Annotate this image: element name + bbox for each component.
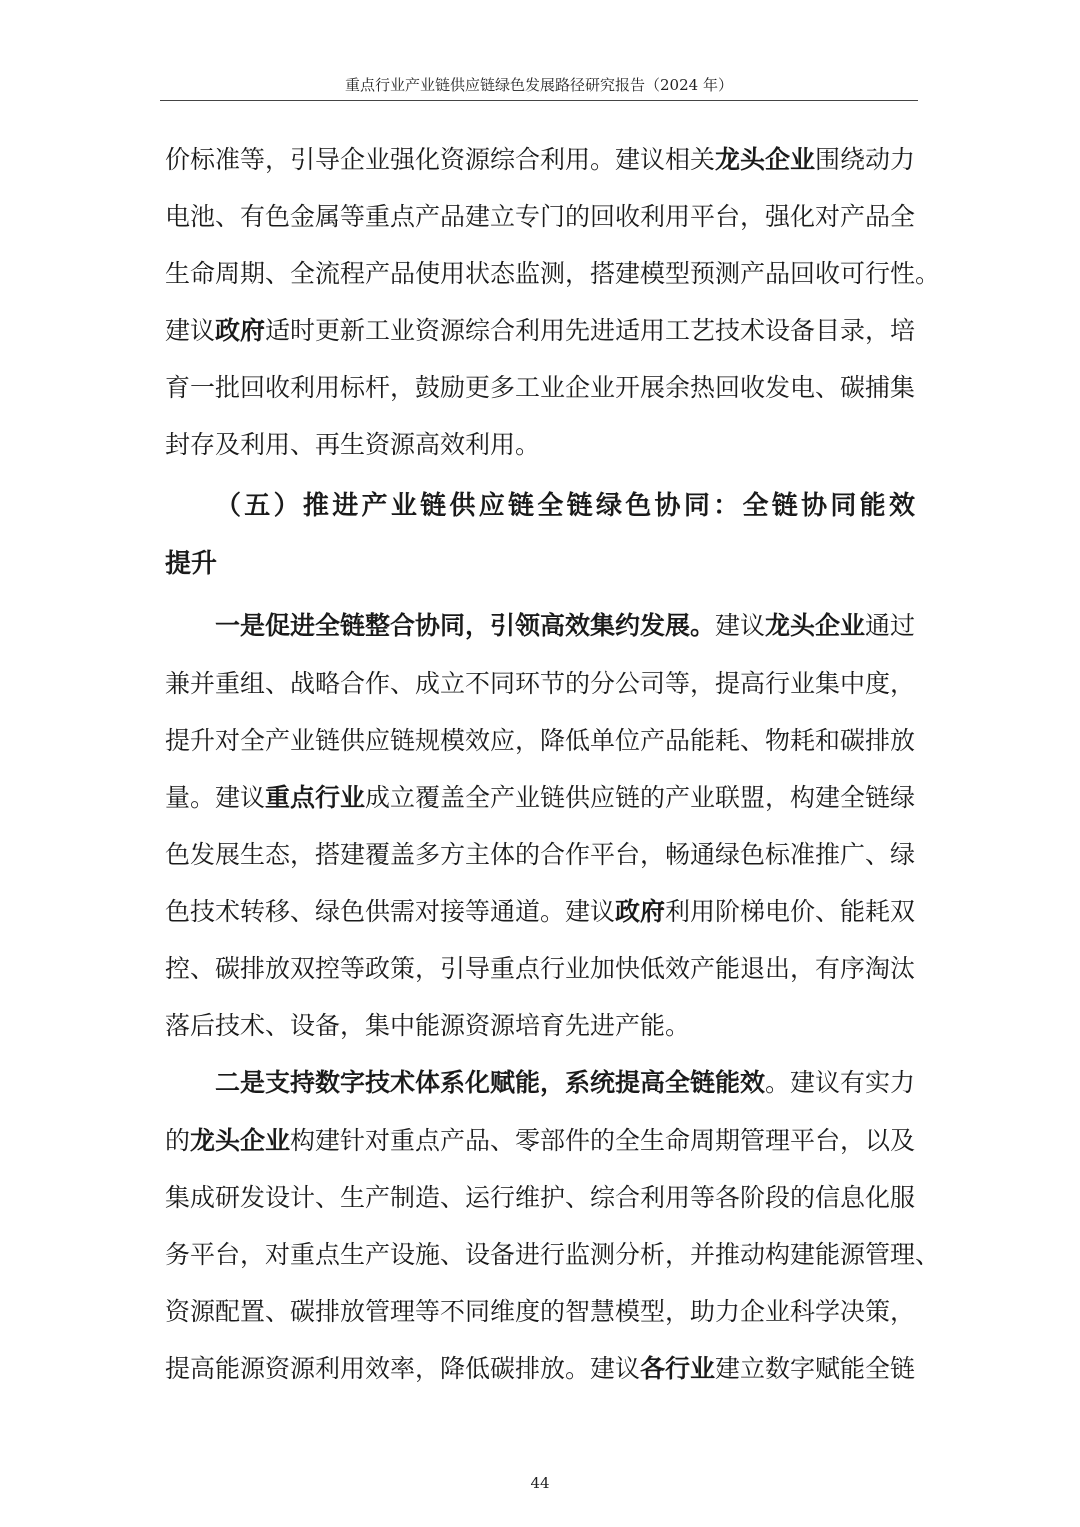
paragraph-line (165, 144, 915, 176)
text-run: 提升对全产业链供应链规模效应，降低单位产品能耗、物耗和碳排放 (165, 726, 916, 755)
text-run: 价标准等，引导企业强化资源综合利用。建议相关 (165, 145, 716, 174)
paragraph-line (165, 725, 915, 757)
paragraph-line (165, 1010, 915, 1042)
bold-text: 二是支持数字技术体系化赋能，系统提高全链能效 (215, 1068, 766, 1097)
text-run: 提高能源资源利用效率，降低碳排放。建议 (165, 1354, 641, 1383)
text-run: 资源配置、碳排放管理等不同维度的智慧模型，助力企业科学决策， (165, 1297, 916, 1326)
paragraph-line (165, 1125, 915, 1157)
bold-text: （五）推进产业链供应链全链绿色协同：全链协同能效 (215, 491, 915, 521)
text-run: 适时更新工业资源综合利用先进适用工艺技术设备目录，培 (265, 316, 916, 345)
bold-text: 龙头企业 (715, 145, 816, 174)
paragraph-line (165, 668, 915, 700)
paragraph-line (165, 1182, 915, 1214)
bold-text: 龙头企业 (190, 1126, 291, 1155)
text-run: 成立覆盖全产业链供应链的产业联盟，构建全链绿 (365, 783, 916, 812)
paragraph-line (215, 1067, 915, 1099)
paragraph-line (165, 258, 941, 290)
paragraph-line (165, 1296, 915, 1328)
text-run: 的 (165, 1126, 191, 1155)
paragraph-line (165, 1353, 915, 1385)
paragraph-line (165, 953, 915, 985)
bold-text: 政府 (215, 316, 266, 345)
bold-text: 重点行业 (265, 783, 366, 812)
paragraph-line (165, 896, 915, 928)
text-run: 育一批回收利用标杆，鼓励更多工业企业开展余热回收发电、碳捕集 (165, 373, 916, 402)
bold-text: 各行业 (640, 1354, 716, 1383)
text-run: 生命周期、全流程产品使用状态监测，搭建模型预测产品回收可行性。 (165, 259, 941, 288)
paragraph-line (165, 782, 915, 814)
text-run: 务平台，对重点生产设施、设备进行监测分析，并推动构建能源管理、 (165, 1240, 941, 1269)
text-run: 围绕动力 (815, 145, 916, 174)
running-header: 重点行业产业链供应链绿色发展路径研究报告（2024 年） (345, 76, 733, 94)
text-run: 封存及利用、再生资源高效利用。 (165, 430, 541, 459)
paragraph-line (215, 610, 915, 642)
text-run: 落后技术、设备，集中能源资源培育先进产能。 (165, 1011, 691, 1040)
text-run: 量。建议 (165, 783, 266, 812)
text-run: 色技术转移、绿色供需对接等通道。建议 (165, 897, 616, 926)
header-rule (160, 100, 918, 101)
paragraph-line (165, 429, 915, 461)
text-run: 构建针对重点产品、零部件的全生命周期管理平台，以及 (290, 1126, 916, 1155)
bold-text: 提升 (165, 549, 218, 579)
text-run: 通过 (865, 611, 916, 640)
text-run: 建议 (715, 611, 766, 640)
paragraph-line (165, 1239, 941, 1271)
text-run: 利用阶梯电价、能耗双 (665, 897, 916, 926)
text-run: 电池、有色金属等重点产品建立专门的回收利用平台，强化对产品全 (165, 202, 916, 231)
text-run: 色发展生态，搭建覆盖多方主体的合作平台，畅通绿色标准推广、绿 (165, 840, 916, 869)
text-run: 兼并重组、战略合作、成立不同环节的分公司等，提高行业集中度， (165, 669, 916, 698)
paragraph-line (165, 839, 915, 871)
paragraph-line (165, 201, 915, 233)
text-run: 控、碳排放双控等政策，引导重点行业加快低效产能退出，有序淘汰 (165, 954, 916, 983)
bold-text: 龙头企业 (765, 611, 866, 640)
paragraph-line (165, 315, 915, 347)
bold-text: 政府 (615, 897, 666, 926)
section-heading-line (215, 490, 915, 522)
text-run: 。建议有实力 (765, 1068, 916, 1097)
text-run: 建立数字赋能全链 (715, 1354, 916, 1383)
paragraph-line (165, 372, 915, 404)
bold-text: 一是促进全链整合协同，引领高效集约发展。 (215, 611, 716, 640)
text-run: 集成研发设计、生产制造、运行维护、综合利用等各阶段的信息化服 (165, 1183, 916, 1212)
text-run: 建议 (165, 316, 216, 345)
section-heading-line (165, 548, 915, 580)
page-number: 44 (530, 1474, 550, 1492)
